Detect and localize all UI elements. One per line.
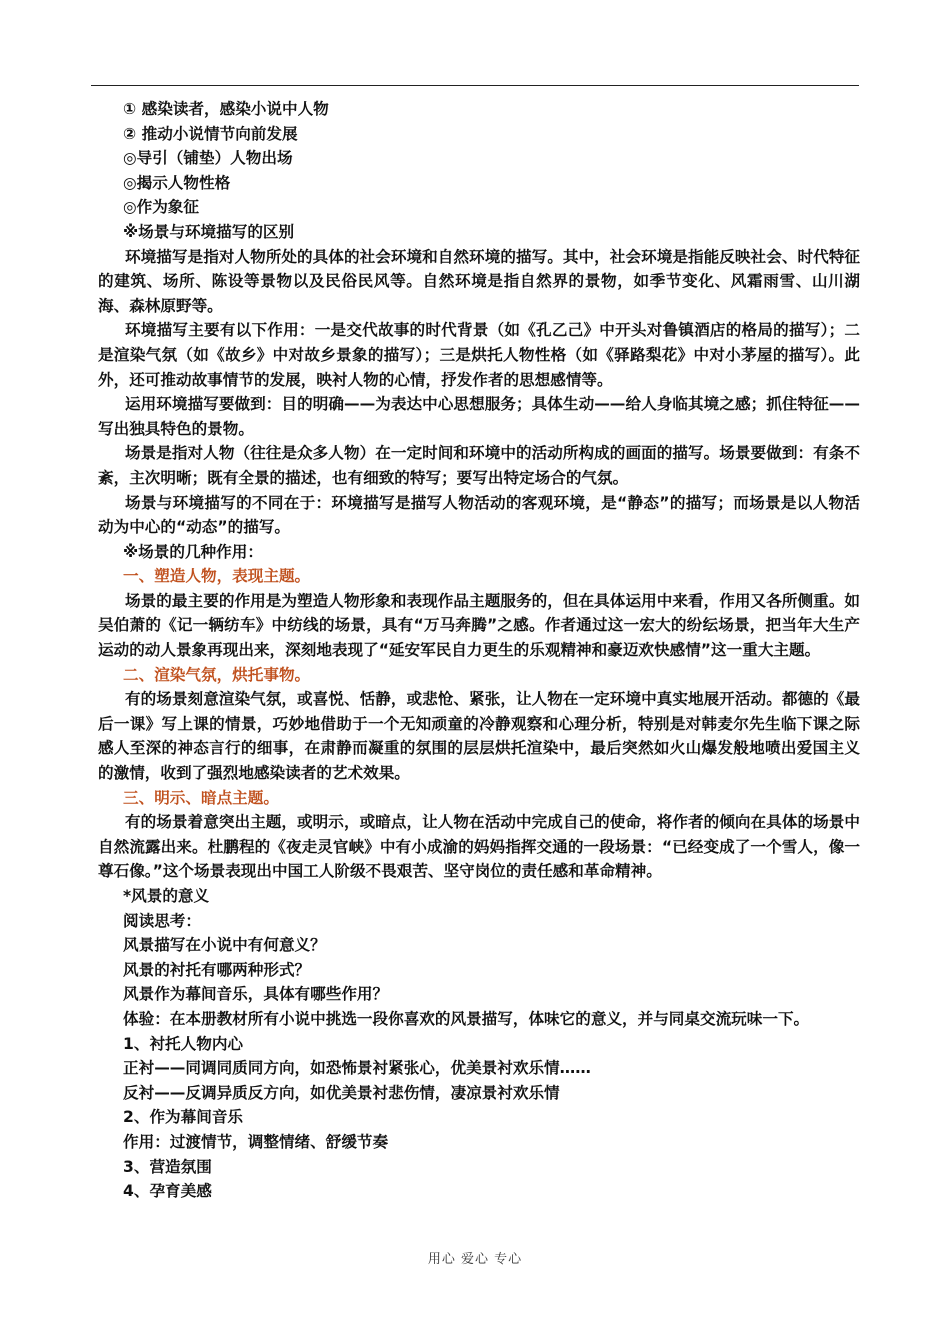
paragraph: 运用环境描写要做到：目的明确——为表达中心思想服务；具体生动——给人身临其境之感；抓住特征——写出独具特色的景物。 [98,395,860,438]
list-item: 风景的衬托有哪两种形式？ [123,960,311,979]
list-item: 作用：过渡情节，调整情绪、舒缓节奏 [123,1132,389,1151]
paragraph: 场景是指对人物（往往是众多人物）在一定时间和环境中的活动所构成的画面的描写。场景要做到：有条不紊，主次明晰；既有全景的描述，也有细致的特写；要写出特定场合的气氛。 [98,444,860,487]
subheading: 一、塑造人物，表现主题。 [123,567,311,586]
list-item: 1、衬托人物内心 [123,1034,244,1053]
list-item: ② 推动小说情节向前发展 [123,124,298,143]
list-item: 反衬——反调异质反方向，如优美景衬悲伤情，凄凉景衬欢乐情 [123,1083,560,1102]
list-item: ① 感染读者，感染小说中人物 [123,100,329,118]
paragraph: 场景的最主要的作用是为塑造人物形象和表现作品主题服务的，但在具体运用中来看，作用又各所侧重。如吴伯萧的《记一辆纺车》中纺线的场景，具有“万马奔腾”之感。作者通过这一宏大的纷纭场景，把当年大生产运动的动人景象再现出来，深刻地表现了“延安军民自力更生的乐观精神和豪迈欢快感情”这一重大主题。 [98,591,860,660]
header-rule [91,85,859,86]
list-item: 3、营造氛围 [123,1157,212,1176]
document-body [98,97,860,1204]
list-item: 正衬——同调同质同方向，如恐怖景衬紧张心，优美景衬欢乐情…… [123,1059,591,1078]
list-item: 4、孕育美感 [123,1182,212,1201]
section-heading: ※场景的几种作用： [123,542,263,561]
subheading: 三、明示、暗点主题。 [123,788,279,807]
list-item: 体验：在本册教材所有小说中挑选一段你喜欢的风景描写，体味它的意义，并与同桌交流玩味一下。 [123,1009,810,1028]
list-item: 风景描写在小说中有何意义？ [123,936,326,955]
paragraph: 环境描写是指对人物所处的具体的社会环境和自然环境的描写。其中，社会环境是指能反映社会、时代特征的建筑、场所、陈设等景物以及民俗民风等。自然环境是指自然界的景物，如季节变化、风霜雨雪、山川湖海、森林原野等。 [98,247,860,315]
subheading: 二、渲染气氛，烘托事物。 [123,665,311,684]
paragraph: 有的场景着意突出主题，或明示，或暗点，让人物在活动中完成自己的使命，将作者的倾向在具体的场景中自然流露出来。杜鹏程的《夜走灵官峡》中有小成渝的妈妈指挥交通的一段场景：“已经变成了一个雪人，像一尊石像。”这个场景表现出中国工人阶级不畏艰苦、坚守岗位的责任感和革命精神。 [98,813,860,881]
list-item: 2、作为幕间音乐 [123,1108,244,1127]
list-item: ◎揭示人物性格 [123,173,231,192]
section-heading: ※场景与环境描写的区别 [123,222,295,241]
list-item: ◎导引（铺垫）人物出场 [123,149,293,168]
page-footer: 用心 爱心 专心 [427,1252,523,1267]
section-heading: *风景的意义 [123,887,210,905]
paragraph: 有的场景刻意渲染气氛，或喜悦、恬静，或悲怆、紧张，让人物在一定环境中真实地展开活动。都德的《最后一课》写上课的情景，巧妙地借助于一个无知顽童的冷静观察和心理分析，特别是对韩麦尔先生临下课之际感人至深的神态言行的细事，在肃静而凝重的氛围的层层烘托渲染中，最后突然如火山爆发般地喷出爱国主义的激情，收到了强烈地感染读者的艺术效果。 [98,690,860,783]
list-item: 风景作为幕间音乐，具体有哪些作用？ [123,985,389,1004]
list-item: ◎作为象征 [123,198,199,217]
list-item: 阅读思考： [123,911,201,930]
paragraph: 场景与环境描写的不同在于：环境描写是描写人物活动的客观环境，是“静态”的描写；而场景是以人物活动为中心的“动态”的描写。 [98,493,860,537]
paragraph: 环境描写主要有以下作用：一是交代故事的时代背景（如《孔乙己》中开头对鲁镇酒店的格局的描写）；二是渲染气氛（如《故乡》中对故乡景象的描写）；三是烘托人物性格（如《驿路梨花》中对小茅屋的描写）。此外，还可推动故事情节的发展，映衬人物的心情，抒发作者的思想感情等。 [98,321,860,389]
